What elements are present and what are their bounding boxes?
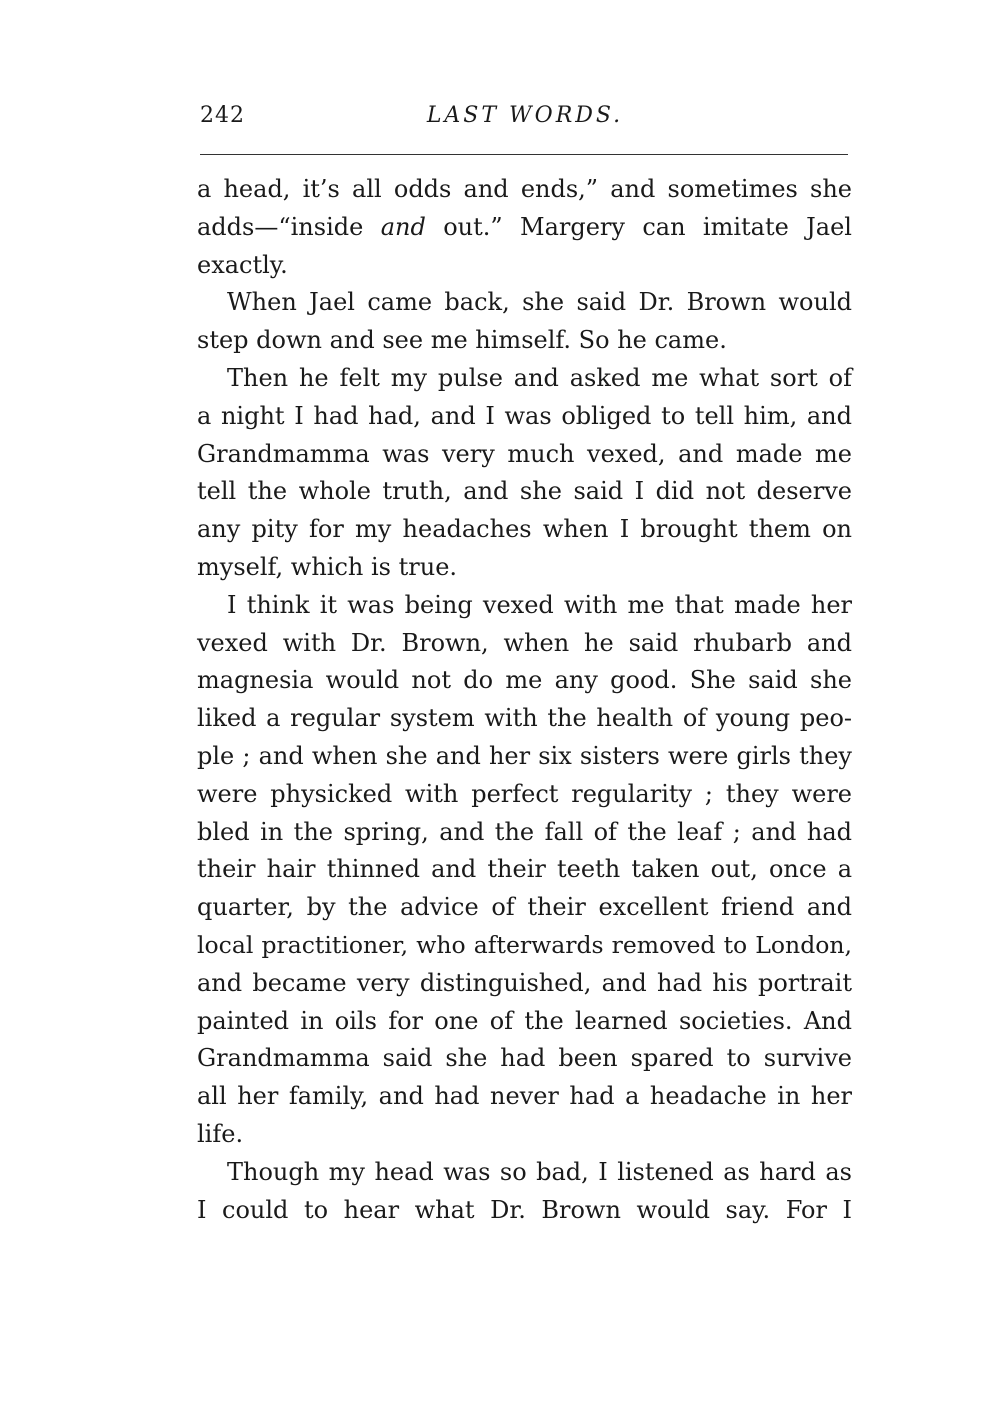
text-line: were physicked with perfect regularity ; they were bbox=[197, 779, 852, 808]
text-line: local practitioner, who afterwards removed to London, bbox=[197, 930, 852, 959]
text-line: step down and see me himself. So he came. bbox=[197, 326, 727, 355]
text-line: all her family, and had never had a headache in her bbox=[197, 1082, 852, 1111]
text-line: adds—“inside and out.” Margery can imitate Jael bbox=[197, 212, 852, 241]
body-text bbox=[197, 171, 852, 1229]
header-rule bbox=[200, 154, 848, 155]
text-line: bled in the spring, and the fall of the leaf ; and had bbox=[197, 817, 852, 846]
text-line: myself, which is true. bbox=[197, 552, 458, 581]
text-line: a night I had had, and I was obliged to tell him, and bbox=[197, 401, 852, 430]
text-line: a head, it’s all odds and ends,” and sometimes she bbox=[197, 175, 852, 203]
text-line: liked a regular system with the health of young peo- bbox=[197, 704, 852, 733]
text-line: painted in oils for one of the learned societies. And bbox=[197, 1006, 852, 1035]
text-line: When Jael came back, she said Dr. Brown would bbox=[227, 288, 852, 317]
text-line: magnesia would not do me any good. She said she bbox=[197, 666, 852, 695]
text-line: Then he felt my pulse and asked me what sort of bbox=[227, 363, 852, 392]
emphasis: and bbox=[380, 212, 426, 241]
text-line: ple ; and when she and her six sisters were girls they bbox=[197, 741, 852, 770]
text-line: tell the whole truth, and she said I did not deserve bbox=[197, 477, 852, 506]
text-line: life. bbox=[197, 1119, 244, 1148]
text-line: exactly. bbox=[197, 250, 288, 279]
text-line: Grandmamma said she had been spared to survive bbox=[197, 1044, 852, 1073]
text-line: Though my head was so bad, I listened as hard as bbox=[227, 1157, 852, 1186]
text-line: I think it was being vexed with me that made her bbox=[227, 590, 852, 619]
text-line: any pity for my headaches when I brought them on bbox=[197, 515, 852, 544]
running-title: LAST WORDS. bbox=[426, 103, 624, 128]
text-line: I could to hear what Dr. Brown would say. For I bbox=[197, 1195, 852, 1224]
page-header bbox=[200, 103, 850, 139]
text-line: their hair thinned and their teeth taken out, once a bbox=[197, 855, 852, 884]
text-line: and became very distinguished, and had his portrait bbox=[197, 968, 852, 997]
text-line: quarter, by the advice of their excellent friend and bbox=[197, 893, 852, 922]
page-number: 242 bbox=[200, 103, 245, 128]
text-line: Grandmamma was very much vexed, and made me bbox=[197, 439, 852, 468]
text-line: vexed with Dr. Brown, when he said rhubarb and bbox=[197, 628, 852, 657]
